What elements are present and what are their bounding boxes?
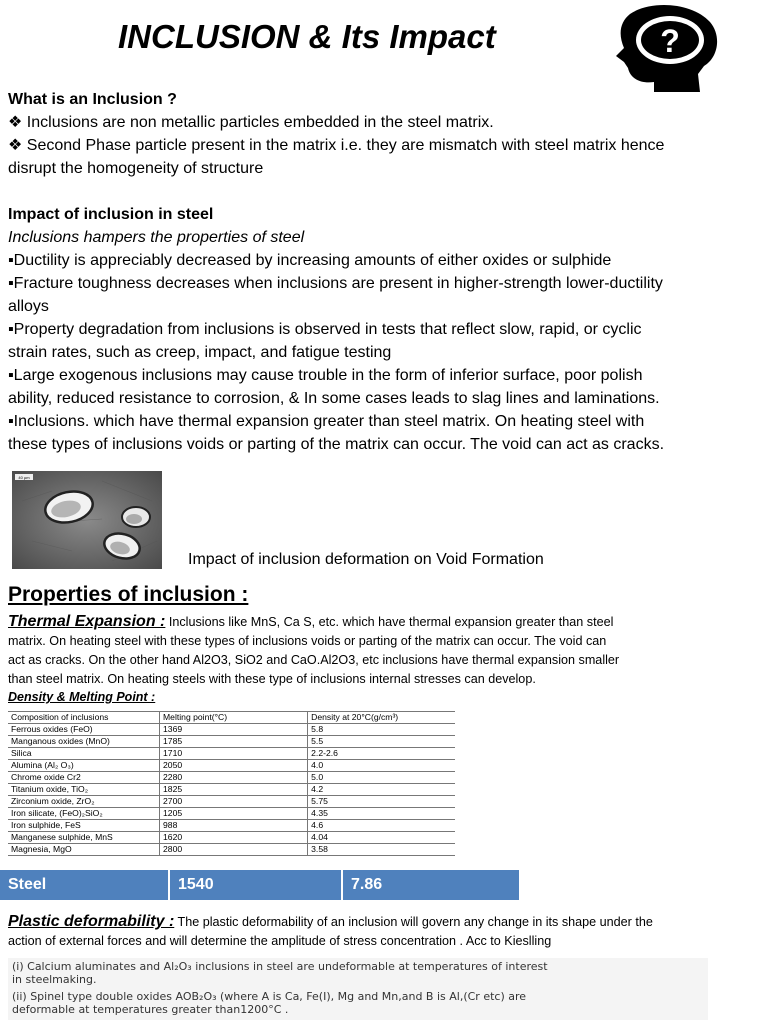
table-cell: Iron sulphide, FeS	[8, 820, 160, 832]
table-row	[8, 748, 455, 760]
density-label: Density & Melting Point :	[8, 690, 156, 704]
what-heading: What is an Inclusion ?	[8, 91, 177, 108]
thermal-line-4: than steel matrix. On heating steels with these type of inclusions internal stresses can develop.	[8, 672, 536, 686]
table-cell: Chrome oxide Cr2	[8, 772, 160, 784]
table-cell: Alumina (Al₂ O₃)	[8, 760, 160, 772]
table-row	[8, 844, 455, 856]
impact-line-4: ▪Property degradation from inclusions is observed in tests that reflect slow, rapid, or cyclic	[8, 321, 642, 338]
table-cell: 1785	[160, 736, 308, 748]
table-cell: 4.0	[308, 760, 455, 772]
table-row	[8, 820, 455, 832]
table-cell: Density at 20°C(g/cm³)	[308, 712, 455, 724]
plastic-line-1: The plastic deformability of an inclusion will govern any change in its shape under the	[177, 915, 653, 929]
page-title: INCLUSION & Its Impact	[118, 18, 496, 55]
impact-line-5: strain rates, such as creep, impact, and fatigue testing	[8, 344, 392, 361]
table-cell: 1710	[160, 748, 308, 760]
table-cell: 4.35	[308, 808, 455, 820]
what-point-2-cont: disrupt the homogeneity of structure	[8, 160, 264, 177]
table-cell: 4.6	[308, 820, 455, 832]
table-cell: Zirconium oxide, ZrO₂	[8, 796, 160, 808]
quote-line-4: deformable at temperatures greater than1200°C .	[12, 1003, 289, 1016]
image-caption: Impact of inclusion deformation on Void Formation	[188, 551, 544, 568]
table-cell: 2700	[160, 796, 308, 808]
steel-melting-point: 1540	[170, 870, 343, 900]
table-cell: 988	[160, 820, 308, 832]
impact-line-7: ability, reduced resistance to corrosion, & In some cases leads to slag lines and laminations.	[8, 390, 660, 407]
kiesling-excerpt	[8, 958, 708, 1020]
table-row	[8, 736, 455, 748]
head-question-icon	[604, 4, 724, 96]
what-point-1: ❖ Inclusions are non metallic particles embedded in the steel matrix.	[8, 114, 494, 131]
impact-line-9: these types of inclusions voids or parting of the matrix can occur. The void can act as cracks.	[8, 436, 665, 453]
table-cell: 5.0	[308, 772, 455, 784]
table-row	[8, 808, 455, 820]
thermal-label: Thermal Expansion :	[8, 613, 166, 630]
quote-line-1: (i) Calcium aluminates and Al₂O₃ inclusions in steel are undeformable at temperatures of interest	[12, 960, 548, 973]
properties-heading: Properties of inclusion :	[8, 583, 249, 606]
table-cell: Manganese sulphide, MnS	[8, 832, 160, 844]
steel-row	[0, 870, 521, 900]
impact-heading: Impact of inclusion in steel	[8, 206, 214, 223]
impact-line-2: ▪Fracture toughness decreases when inclusions are present in higher-strength lower-ductility	[8, 275, 663, 292]
table-header-row	[8, 712, 455, 724]
table-row	[8, 724, 455, 736]
table-cell: Iron silicate, (FeO)₂SiO₂	[8, 808, 160, 820]
what-point-2: ❖ Second Phase particle present in the matrix i.e. they are mismatch with steel matrix hence	[8, 137, 665, 154]
table-cell: Manganous oxides (MnO)	[8, 736, 160, 748]
table-row	[8, 760, 455, 772]
what-point-1-text: Inclusions are non metallic particles embedded in the steel matrix.	[26, 114, 494, 131]
table-cell: 4.04	[308, 832, 455, 844]
table-cell: Composition of inclusions	[8, 712, 160, 724]
table-cell: Ferrous oxides (FeO)	[8, 724, 160, 736]
table-cell: 5.5	[308, 736, 455, 748]
table-cell: 2280	[160, 772, 308, 784]
table-cell: 1620	[160, 832, 308, 844]
table-row	[8, 796, 455, 808]
table-cell: 4.2	[308, 784, 455, 796]
steel-name: Steel	[0, 870, 170, 900]
table-cell: 5.8	[308, 724, 455, 736]
table-cell: Titanium oxide, TiO₂	[8, 784, 160, 796]
table-cell: Silica	[8, 748, 160, 760]
plastic-paragraph	[8, 912, 653, 932]
what-point-2-text: Second Phase particle present in the matrix i.e. they are mismatch with steel matrix hence	[26, 137, 665, 154]
plastic-label: Plastic deformability :	[8, 913, 175, 930]
thermal-line-3: act as cracks. On the other hand Al2O3, SiO2 and CaO.Al2O3, etc inclusions have thermal expansion smaller	[8, 653, 620, 667]
steel-density: 7.86	[343, 870, 521, 900]
thermal-paragraph	[8, 612, 613, 632]
table-cell: 2800	[160, 844, 308, 856]
thermal-line-2: matrix. On heating steel with these types of inclusions voids or parting of the matrix can occur. The void can	[8, 634, 607, 648]
table-cell: 1369	[160, 724, 308, 736]
table-row	[8, 832, 455, 844]
table-cell: Melting point(°C)	[160, 712, 308, 724]
impact-line-1: ▪Ductility is appreciably decreased by increasing amounts of either oxides or sulphide	[8, 252, 612, 269]
quote-line-3: (ii) Spinel type double oxides AOB₂O₃ (where A is Ca, Fe(I), Mg and Mn,and B is Al,(Cr etc) are	[12, 990, 527, 1003]
table-cell: 5.75	[308, 796, 455, 808]
table-cell: 3.58	[308, 844, 455, 856]
inclusion-properties-table	[8, 711, 455, 856]
plastic-line-2: action of external forces and will determine the amplitude of stress concentration . Acc to Kieslling	[8, 934, 552, 948]
impact-subheading: Inclusions hampers the properties of steel	[8, 229, 305, 246]
svg-text:?: ?	[660, 23, 680, 59]
quote-line-2: in steelmaking.	[12, 973, 97, 986]
impact-line-6: ▪Large exogenous inclusions may cause trouble in the form of inferior surface, poor polish	[8, 367, 643, 384]
table-row	[8, 784, 455, 796]
inclusion-micrograph	[12, 471, 162, 569]
table-cell: 1205	[160, 808, 308, 820]
table-cell: 2050	[160, 760, 308, 772]
impact-line-3: alloys	[8, 298, 49, 315]
table-cell: 1825	[160, 784, 308, 796]
thermal-line-1: Inclusions like MnS, Ca S, etc. which have thermal expansion greater than steel	[168, 615, 614, 629]
table-cell: 2.2-2.6	[308, 748, 455, 760]
impact-line-8: ▪Inclusions. which have thermal expansion greater than steel matrix. On heating steel with	[8, 413, 645, 430]
table-row	[8, 772, 455, 784]
table-cell: Magnesia, MgO	[8, 844, 160, 856]
micrograph-scale-label: 40 µm	[18, 475, 30, 480]
